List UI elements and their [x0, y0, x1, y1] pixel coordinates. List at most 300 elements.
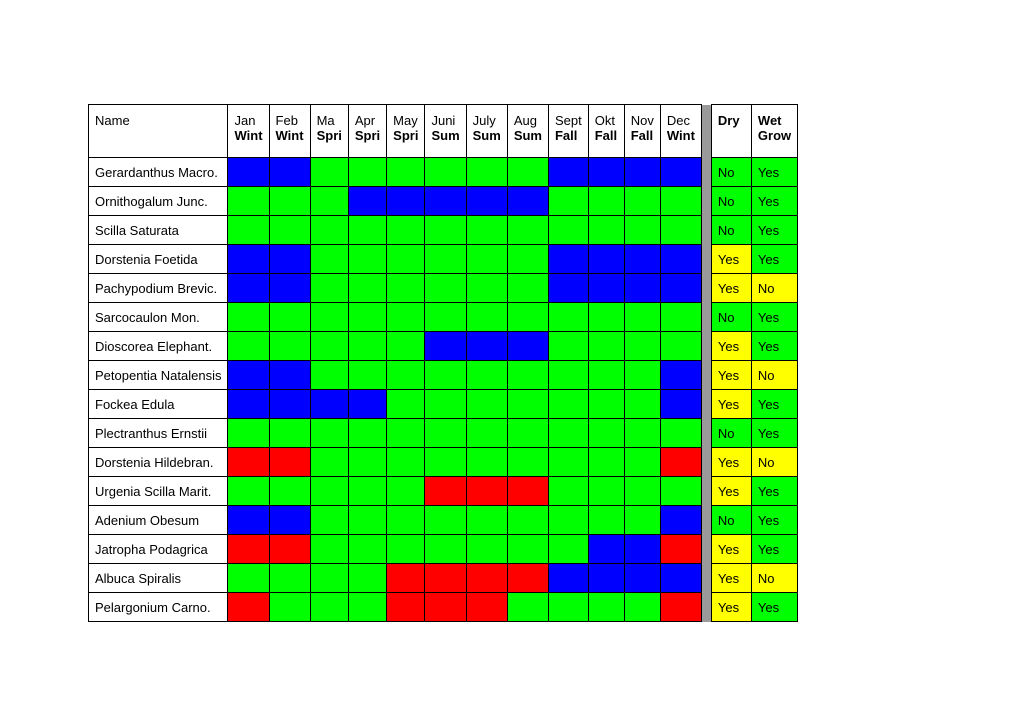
wet-grow-cell: Yes [751, 390, 797, 419]
dry-cell: No [711, 216, 751, 245]
table-row [89, 332, 798, 361]
month-cell-green [548, 593, 588, 622]
month-cell-green [624, 506, 660, 535]
plant-name: Pachypodium Brevic. [89, 274, 228, 303]
month-cell-red [660, 448, 701, 477]
wet-grow-cell: Yes [751, 216, 797, 245]
month-cell-green [548, 216, 588, 245]
column-separator [701, 274, 711, 303]
column-separator [701, 158, 711, 187]
month-cell-blue [507, 332, 548, 361]
season-label: Fall [554, 128, 578, 143]
month-cell-green [588, 216, 624, 245]
table-row [89, 216, 798, 245]
month-cell-green [548, 390, 588, 419]
month-cell-green [588, 448, 624, 477]
month-cell-green [387, 158, 425, 187]
month-cell-red [466, 564, 507, 593]
dry-cell: Yes [711, 448, 751, 477]
column-separator [701, 361, 711, 390]
month-cell-green [310, 419, 348, 448]
month-label: Jan [234, 113, 256, 128]
month-cell-green [310, 245, 348, 274]
plant-name: Urgenia Scilla Marit. [89, 477, 228, 506]
month-cell-red [466, 477, 507, 506]
month-cell-blue [269, 274, 310, 303]
month-cell-green [387, 390, 425, 419]
month-cell-green [310, 274, 348, 303]
dry-cell: Yes [711, 332, 751, 361]
column-separator [701, 245, 711, 274]
plant-name: Petopentia Natalensis [89, 361, 228, 390]
month-cell-green [588, 390, 624, 419]
month-cell-green [348, 506, 386, 535]
month-cell-red [269, 535, 310, 564]
season-label: Spri [393, 128, 419, 143]
month-cell-green [269, 419, 310, 448]
month-cell-green [507, 274, 548, 303]
month-cell-blue [624, 274, 660, 303]
month-cell-red [507, 564, 548, 593]
month-cell-green [228, 216, 269, 245]
month-cell-red [228, 448, 269, 477]
season-label: Sum [431, 128, 460, 143]
column-separator [701, 506, 711, 535]
dry-cell: Yes [711, 593, 751, 622]
table-row [89, 158, 798, 187]
month-cell-green [588, 303, 624, 332]
table-body [89, 158, 798, 622]
month-cell-red [228, 593, 269, 622]
season-label: Wint [275, 128, 304, 143]
month-cell-green [425, 448, 466, 477]
month-cell-green [507, 216, 548, 245]
wet-grow-cell: Yes [751, 477, 797, 506]
month-label: Apr [354, 113, 376, 128]
month-cell-green [624, 187, 660, 216]
month-cell-green [269, 593, 310, 622]
month-label: Sept [554, 113, 582, 128]
month-cell-green [348, 477, 386, 506]
month-cell-green [387, 361, 425, 390]
column-separator [701, 390, 711, 419]
month-cell-green [228, 419, 269, 448]
month-cell-green [425, 535, 466, 564]
month-cell-green [507, 245, 548, 274]
month-cell-blue [425, 187, 466, 216]
table-row [89, 477, 798, 506]
month-cell-blue [228, 158, 269, 187]
month-cell-green [507, 158, 548, 187]
column-separator [701, 448, 711, 477]
month-cell-green [588, 187, 624, 216]
month-cell-blue [588, 158, 624, 187]
month-header-apr [348, 105, 386, 158]
month-cell-green [310, 303, 348, 332]
month-cell-green [507, 593, 548, 622]
dry-cell: Yes [711, 245, 751, 274]
month-cell-green [310, 361, 348, 390]
header-row [89, 105, 798, 158]
dry-cell: Yes [711, 564, 751, 593]
month-cell-green [269, 303, 310, 332]
plant-name: Plectranthus Ernstii [89, 419, 228, 448]
month-cell-green [387, 216, 425, 245]
month-cell-green [466, 448, 507, 477]
month-cell-green [507, 419, 548, 448]
season-label: Sum [513, 128, 542, 143]
month-label: Juni [431, 113, 456, 128]
month-cell-blue [660, 245, 701, 274]
month-cell-green [269, 477, 310, 506]
month-cell-green [507, 448, 548, 477]
month-label: Ma [316, 113, 335, 128]
month-label: May [393, 113, 418, 128]
month-cell-green [228, 564, 269, 593]
column-separator [701, 105, 711, 158]
column-separator [701, 535, 711, 564]
month-cell-green [228, 187, 269, 216]
wet-grow-cell: Yes [751, 158, 797, 187]
month-cell-red [660, 535, 701, 564]
dry-cell: No [711, 158, 751, 187]
month-cell-green [466, 535, 507, 564]
dry-cell: Yes [711, 274, 751, 303]
season-label: Wint [666, 128, 695, 143]
plant-name: Dioscorea Elephant. [89, 332, 228, 361]
dry-cell: No [711, 506, 751, 535]
table-row [89, 535, 798, 564]
month-cell-green [387, 332, 425, 361]
month-header-jan [228, 105, 269, 158]
month-cell-green [310, 506, 348, 535]
month-cell-blue [269, 158, 310, 187]
month-cell-green [425, 216, 466, 245]
name-column-header: Name [89, 105, 228, 158]
month-cell-blue [425, 332, 466, 361]
month-cell-green [425, 245, 466, 274]
month-cell-blue [466, 187, 507, 216]
month-cell-red [228, 535, 269, 564]
column-separator [701, 593, 711, 622]
dry-cell: Yes [711, 477, 751, 506]
month-cell-red [425, 477, 466, 506]
month-cell-blue [624, 535, 660, 564]
month-cell-green [387, 477, 425, 506]
month-cell-blue [387, 187, 425, 216]
month-cell-green [387, 274, 425, 303]
column-separator [701, 332, 711, 361]
month-cell-red [387, 593, 425, 622]
month-cell-blue [624, 158, 660, 187]
month-cell-green [660, 332, 701, 361]
month-cell-green [387, 419, 425, 448]
month-cell-red [425, 593, 466, 622]
month-cell-green [425, 390, 466, 419]
month-cell-green [507, 506, 548, 535]
month-cell-blue [228, 274, 269, 303]
month-cell-green [466, 506, 507, 535]
column-separator [701, 477, 711, 506]
month-cell-green [660, 419, 701, 448]
month-cell-blue [269, 506, 310, 535]
table-row [89, 245, 798, 274]
month-cell-green [228, 303, 269, 332]
table-row [89, 593, 798, 622]
column-separator [701, 187, 711, 216]
month-cell-blue [466, 332, 507, 361]
month-cell-green [387, 245, 425, 274]
season-label: Spri [316, 128, 342, 143]
month-cell-green [310, 216, 348, 245]
month-cell-green [660, 303, 701, 332]
plant-name: Dorstenia Hildebran. [89, 448, 228, 477]
month-cell-green [624, 361, 660, 390]
table-row [89, 564, 798, 593]
month-cell-green [348, 216, 386, 245]
grow-label: Grow [757, 128, 792, 143]
month-cell-green [466, 158, 507, 187]
dry-cell: No [711, 419, 751, 448]
month-cell-blue [660, 564, 701, 593]
table-row [89, 448, 798, 477]
month-cell-blue [548, 274, 588, 303]
month-cell-green [466, 419, 507, 448]
month-header-aug [507, 105, 548, 158]
month-cell-red [387, 564, 425, 593]
plant-name: Sarcocaulon Mon. [89, 303, 228, 332]
month-cell-green [588, 593, 624, 622]
month-cell-green [466, 303, 507, 332]
month-cell-green [387, 506, 425, 535]
month-cell-blue [310, 390, 348, 419]
month-cell-green [588, 477, 624, 506]
month-cell-blue [269, 390, 310, 419]
season-label: Spri [354, 128, 381, 143]
column-separator [701, 303, 711, 332]
month-cell-green [269, 332, 310, 361]
table-row [89, 361, 798, 390]
month-cell-green [548, 361, 588, 390]
month-cell-blue [588, 564, 624, 593]
table-row [89, 303, 798, 332]
column-separator [701, 419, 711, 448]
season-label: Sum [472, 128, 501, 143]
plant-name: Fockea Edula [89, 390, 228, 419]
plant-name: Dorstenia Foetida [89, 245, 228, 274]
season-label: Fall [630, 128, 654, 143]
month-cell-blue [588, 245, 624, 274]
month-cell-green [310, 158, 348, 187]
wet-grow-cell: Yes [751, 593, 797, 622]
month-cell-green [348, 332, 386, 361]
month-cell-green [660, 187, 701, 216]
month-cell-green [269, 216, 310, 245]
month-cell-blue [269, 361, 310, 390]
wet-grow-cell: Yes [751, 535, 797, 564]
table-row [89, 506, 798, 535]
month-cell-green [348, 535, 386, 564]
wet-grow-cell: No [751, 274, 797, 303]
month-cell-green [660, 477, 701, 506]
month-cell-red [507, 477, 548, 506]
month-cell-green [588, 506, 624, 535]
month-cell-green [466, 245, 507, 274]
season-label: Fall [594, 128, 618, 143]
month-cell-green [660, 216, 701, 245]
month-cell-green [387, 303, 425, 332]
month-cell-blue [228, 390, 269, 419]
month-cell-green [348, 274, 386, 303]
month-cell-blue [548, 245, 588, 274]
month-cell-blue [228, 245, 269, 274]
month-header-dec [660, 105, 701, 158]
month-cell-blue [548, 564, 588, 593]
wet-grow-cell: Yes [751, 419, 797, 448]
month-cell-green [466, 216, 507, 245]
table-row [89, 390, 798, 419]
month-cell-green [624, 419, 660, 448]
dry-cell: Yes [711, 535, 751, 564]
month-label: Aug [513, 113, 537, 128]
month-cell-green [310, 593, 348, 622]
month-cell-red [466, 593, 507, 622]
month-cell-green [310, 332, 348, 361]
month-cell-green [387, 448, 425, 477]
month-cell-blue [269, 245, 310, 274]
month-cell-blue [660, 506, 701, 535]
month-cell-green [425, 158, 466, 187]
month-header-feb [269, 105, 310, 158]
month-cell-blue [588, 535, 624, 564]
plant-name: Jatropha Podagrica [89, 535, 228, 564]
plant-name: Scilla Saturata [89, 216, 228, 245]
month-cell-red [425, 564, 466, 593]
month-cell-blue [548, 158, 588, 187]
dry-cell: No [711, 303, 751, 332]
month-cell-green [310, 477, 348, 506]
month-cell-green [507, 303, 548, 332]
month-header-may [387, 105, 425, 158]
wet-grow-cell: Yes [751, 332, 797, 361]
table-row [89, 187, 798, 216]
month-cell-green [310, 187, 348, 216]
month-cell-green [624, 593, 660, 622]
month-cell-green [548, 419, 588, 448]
month-cell-green [548, 477, 588, 506]
month-label: Feb [275, 113, 298, 128]
plant-care-table [88, 104, 798, 622]
month-cell-red [269, 448, 310, 477]
table-row [89, 419, 798, 448]
month-cell-green [228, 477, 269, 506]
month-cell-blue [588, 274, 624, 303]
month-cell-blue [348, 187, 386, 216]
month-cell-blue [624, 245, 660, 274]
month-cell-blue [660, 274, 701, 303]
month-cell-green [348, 361, 386, 390]
month-cell-green [425, 506, 466, 535]
month-cell-green [348, 564, 386, 593]
month-header-ma [310, 105, 348, 158]
month-cell-green [466, 390, 507, 419]
month-header-sept [548, 105, 588, 158]
month-cell-blue [507, 187, 548, 216]
wet-grow-cell: Yes [751, 245, 797, 274]
month-label: Nov [630, 113, 654, 128]
plant-name: Albuca Spiralis [89, 564, 228, 593]
month-cell-green [548, 303, 588, 332]
month-cell-green [348, 419, 386, 448]
month-cell-green [348, 593, 386, 622]
season-label: Wint [234, 128, 263, 143]
plant-name: Adenium Obesum [89, 506, 228, 535]
month-cell-green [624, 216, 660, 245]
month-cell-blue [228, 361, 269, 390]
month-cell-green [425, 419, 466, 448]
month-cell-blue [660, 361, 701, 390]
month-cell-green [387, 535, 425, 564]
month-cell-green [548, 506, 588, 535]
wet-label: Wet [757, 113, 782, 128]
month-cell-green [269, 564, 310, 593]
month-label: Dec [666, 113, 690, 128]
month-cell-green [588, 332, 624, 361]
month-header-july [466, 105, 507, 158]
dry-cell: Yes [711, 390, 751, 419]
month-cell-green [624, 477, 660, 506]
month-cell-green [310, 448, 348, 477]
plant-name: Pelargonium Carno. [89, 593, 228, 622]
wet-grow-cell: No [751, 564, 797, 593]
month-cell-blue [228, 506, 269, 535]
month-cell-green [310, 564, 348, 593]
wet-grow-cell: Yes [751, 187, 797, 216]
month-header-okt [588, 105, 624, 158]
month-cell-blue [660, 390, 701, 419]
table-row [89, 274, 798, 303]
month-label: July [472, 113, 496, 128]
month-cell-green [425, 274, 466, 303]
plant-name: Gerardanthus Macro. [89, 158, 228, 187]
month-cell-green [548, 332, 588, 361]
month-cell-green [466, 361, 507, 390]
month-cell-green [624, 303, 660, 332]
month-cell-green [588, 419, 624, 448]
month-cell-green [348, 158, 386, 187]
month-header-nov [624, 105, 660, 158]
wet-grow-cell: Yes [751, 303, 797, 332]
column-separator [701, 564, 711, 593]
month-cell-green [348, 245, 386, 274]
month-cell-green [507, 390, 548, 419]
month-cell-green [624, 332, 660, 361]
wet-grow-cell: No [751, 448, 797, 477]
dry-column-header: Dry [711, 105, 751, 158]
month-cell-green [588, 361, 624, 390]
dry-cell: No [711, 187, 751, 216]
month-cell-green [348, 448, 386, 477]
month-cell-green [548, 535, 588, 564]
month-cell-green [269, 187, 310, 216]
month-label: Okt [594, 113, 615, 128]
month-cell-green [228, 332, 269, 361]
wet-grow-cell: Yes [751, 506, 797, 535]
dry-cell: Yes [711, 361, 751, 390]
month-cell-green [624, 448, 660, 477]
month-cell-blue [660, 158, 701, 187]
month-cell-red [660, 593, 701, 622]
